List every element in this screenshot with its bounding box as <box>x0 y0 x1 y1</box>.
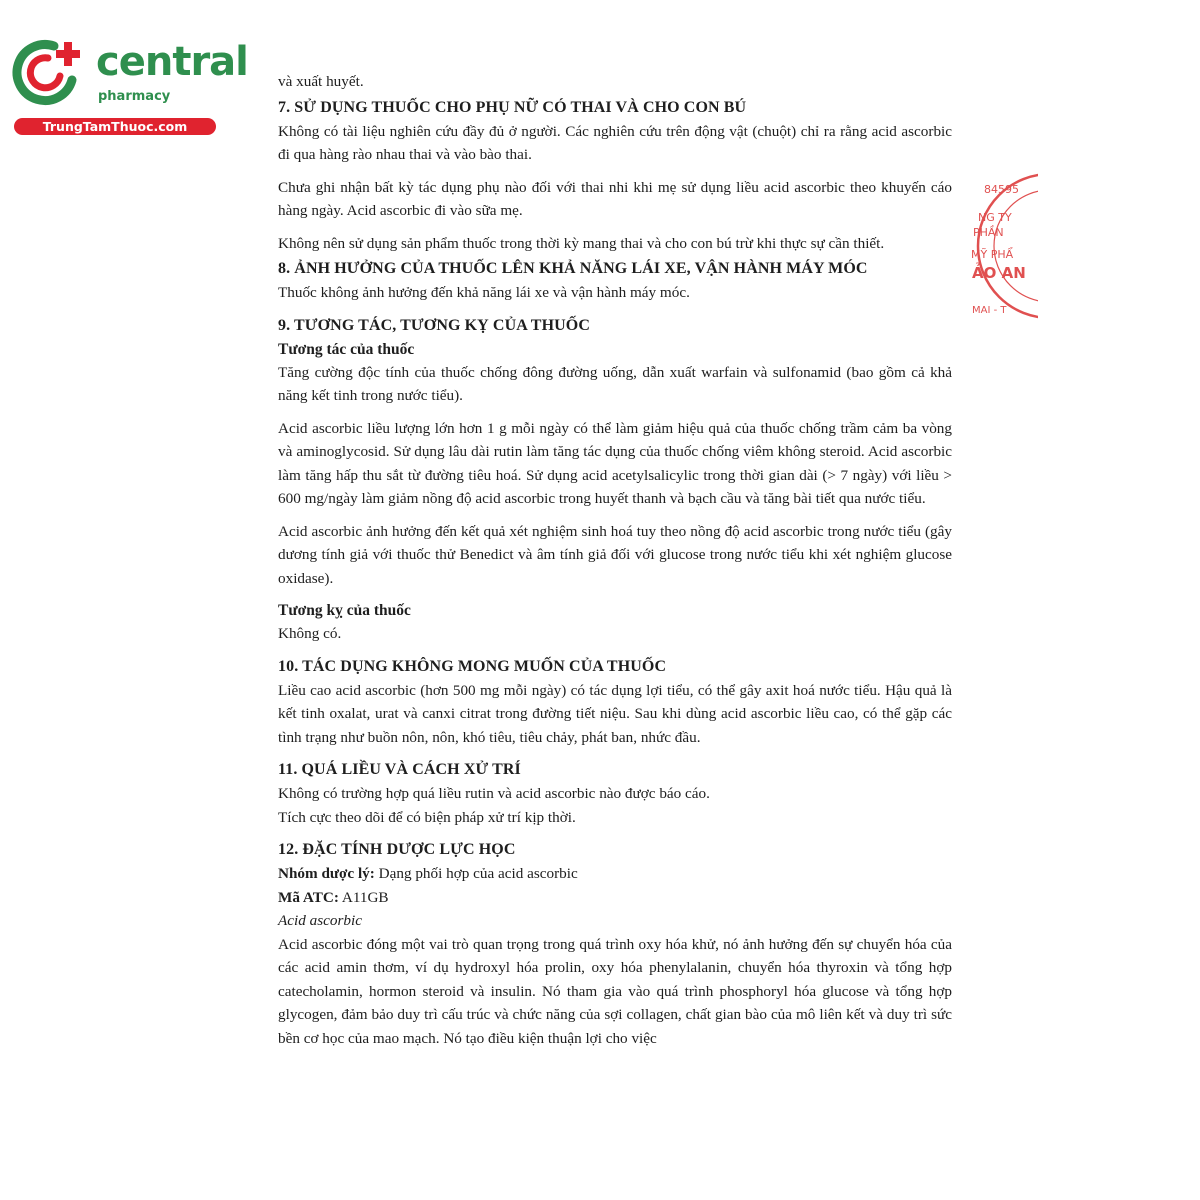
stamp-text-6: MAI - T <box>972 305 1007 316</box>
stamp-text-1: 84595 <box>984 183 1019 196</box>
intro-text: và xuất huyết. <box>278 73 364 90</box>
pharmacologic-group-label: Nhóm dược lý: <box>278 865 375 882</box>
stamp-text-4: MỸ PHẨ <box>971 248 1014 261</box>
section-8-paragraph-1: Thuốc không ảnh hưởng đến khả năng lái xe và vận hành máy móc. <box>278 284 690 301</box>
section-9-subheading-interactions: Tương tác của thuốc <box>278 340 415 358</box>
company-stamp <box>958 170 1038 322</box>
section-7-heading: 7. SỬ DỤNG THUỐC CHO PHỤ NỮ CÓ THAI VÀ CHO CON BÚ <box>278 98 747 116</box>
section-10-paragraph-1: Liều cao acid ascorbic (hơn 500 mg mỗi ngày) có tác dụng lợi tiểu, có thể gây axit hoá nước tiểu. Hậu quả là kết tinh oxalat, urat và canxi citrat trong đường tiết niệu. Sau khi dùng acid ascorbic liều cao, có thể gặp các tình trạng như buồn nôn, nôn, khó tiêu, tiêu chảy, phát ban, nhức đầu. <box>278 681 952 746</box>
stamp-text-5: ẢO AN <box>972 264 1026 282</box>
pharmacy-cross-logo-icon <box>8 36 88 110</box>
section-11-line-2: Tích cực theo dõi để có biện pháp xử trí kịp thời. <box>278 808 576 826</box>
logo-url-badge: TrungTamThuoc.com <box>14 118 216 135</box>
logo-subtitle: pharmacy <box>98 89 171 104</box>
section-12-italic-subheading: Acid ascorbic <box>278 912 362 929</box>
section-12-paragraph-1: Acid ascorbic đóng một vai trò quan trọng trong quá trình oxy hóa khử, nó ảnh hưởng đến sự chuyển hóa của các acid amin thơm, ví dụ hydroxyl hóa prolin, oxy hóa phenylalanin, chuyển hóa thyroxin và tổng hợp catecholamin, hormon steroid và insulin. Nó tham gia vào quá trình phosphoryl hóa glucose và tổng hợp glycogen, đảm bảo duy trì cấu trúc và chức năng của sợi collagen, chất gian bào của mô liên kết và duy trì sức bền cơ học của mao mạch. Nó tạo điều kiện thuận lợi cho việc <box>278 935 952 1047</box>
section-9-paragraph-1: Tăng cường độc tính của thuốc chống đông đường uống, dẫn xuất warfain và sulfonamid (bao gồm cả khả năng kết tinh trong nước tiểu). <box>278 363 952 404</box>
section-9-paragraph-4: Không có. <box>278 625 342 642</box>
section-9-heading: 9. TƯƠNG TÁC, TƯƠNG KỴ CỦA THUỐC <box>278 316 590 334</box>
atc-code <box>278 886 952 910</box>
section-7-paragraph-2: Chưa ghi nhận bất kỳ tác dụng phụ nào đối với thai nhi khi mẹ sử dụng liều acid ascorbic theo khuyến cáo hàng ngày. Acid ascorbic đi vào sữa mẹ. <box>278 178 952 219</box>
logo-name: central <box>96 39 248 85</box>
pharmacologic-group-value: Dạng phối hợp của acid ascorbic <box>378 865 578 882</box>
atc-code-label: Mã ATC: <box>278 888 339 906</box>
section-11-heading: 11. QUÁ LIỀU VÀ CÁCH XỬ TRÍ <box>278 761 521 778</box>
section-9-subheading-incompatibilities: Tương kỵ của thuốc <box>278 602 411 619</box>
section-11-line-1: Không có trường hợp quá liều rutin và acid ascorbic nào được báo cáo. <box>278 785 710 802</box>
stamp-text-2: NG TY <box>978 211 1012 224</box>
section-12-heading: 12. ĐẶC TÍNH DƯỢC LỰC HỌC <box>278 841 516 858</box>
section-9-paragraph-2: Acid ascorbic liều lượng lớn hơn 1 g mỗi ngày có thể làm giảm hiệu quả của thuốc chống trầm cảm ba vòng và aminoglycosid. Sử dụng lâu dài rutin làm tăng tác dụng của thuốc chống viêm không steroid. Acid ascorbic làm tăng hấp thu sắt từ đường tiêu hoá. Sử dụng acid acetylsalicylic trong thời gian dài (> 7 ngày) với liều > 600 mg/ngày làm giảm nồng độ acid ascorbic trong huyết thanh và bạch cầu và tăng bài tiết qua nước tiểu. <box>278 419 952 507</box>
document-body <box>278 70 952 1059</box>
pharmacologic-group <box>278 862 952 886</box>
section-7-paragraph-3: Không nên sử dụng sản phẩm thuốc trong thời kỳ mang thai và cho con bú trừ khi thực sự cần thiết. <box>278 234 885 252</box>
section-7-paragraph-1: Không có tài liệu nghiên cứu đầy đủ ở người. Các nghiên cứu trên động vật (chuột) chỉ ra rằng acid ascorbic đi qua hàng rào nhau thai và vào bào thai. <box>278 122 952 163</box>
section-10-heading: 10. TÁC DỤNG KHÔNG MONG MUỐN CỦA THUỐC <box>278 657 667 675</box>
section-9-paragraph-3: Acid ascorbic ảnh hưởng đến kết quả xét nghiệm sinh hoá tuy theo nồng độ acid ascorbic trong nước tiểu (gây dương tính giả với thuốc thử Benedict và âm tính giả đối với glucose trong nước tiểu khi xét nghiệm glucose oxidase). <box>278 522 952 587</box>
central-pharmacy-logo <box>8 36 248 136</box>
stamp-text-3: PHẦN <box>973 226 1004 239</box>
section-8-heading: 8. ẢNH HƯỞNG CỦA THUỐC LÊN KHẢ NĂNG LÁI XE, VẬN HÀNH MÁY MÓC <box>278 260 868 277</box>
atc-code-value: A11GB <box>341 888 389 906</box>
